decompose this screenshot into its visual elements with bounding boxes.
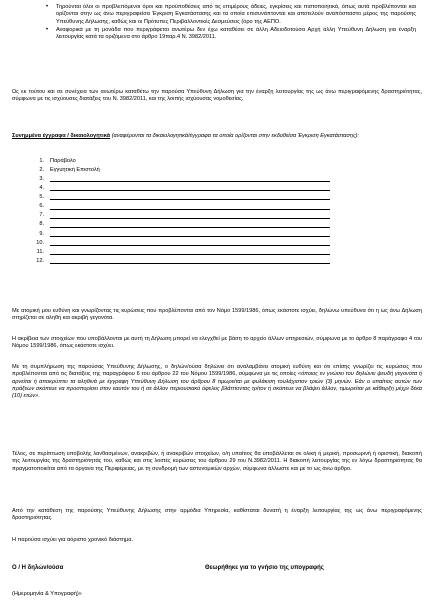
list-item[interactable]: 11. bbox=[30, 247, 330, 256]
attachment-text: Εγγυητική Επιστολή bbox=[50, 166, 100, 173]
list-item[interactable]: 7. bbox=[30, 211, 330, 220]
list-item[interactable]: 8. bbox=[30, 220, 330, 229]
bullet-icon: • bbox=[46, 26, 49, 33]
attachment-blank-line[interactable] bbox=[50, 203, 330, 210]
attachment-blank-line[interactable] bbox=[50, 184, 330, 191]
attachment-blank-line[interactable] bbox=[50, 193, 330, 200]
list-item[interactable]: 6. bbox=[30, 201, 330, 210]
validity-paragraph: Η παρούσα ισχύει για αόριστο χρονικό διάστημα. bbox=[12, 537, 134, 543]
attachments-heading bbox=[12, 133, 422, 140]
attachments-note: (αναφέρονται τα δικαιολογητικά/έγγραφα τα οποία ορίζονται στην εκδοθείσα Έγκριση Εγκατάστασης): bbox=[111, 133, 360, 139]
list-item bbox=[46, 27, 416, 42]
attachment-blank-line[interactable] bbox=[50, 239, 330, 246]
declarant-label: Ο / Η δηλών/ούσα bbox=[12, 565, 64, 571]
verification-paragraph: Η ακρίβεια των στοιχείων που υποβάλλονται με αυτή τη Δήλωση μπορεί να ελεγχθεί με βάση το αρχείο άλλων υπηρεσιών, σύμφωνα με το άρθρο 8 παράγραφο 4 του Νόμου 1599/1986, όπως εκάστοτε ισχύει. bbox=[12, 336, 422, 350]
bullet-icon: • bbox=[46, 4, 49, 10]
attachment-blank-line[interactable] bbox=[50, 257, 330, 264]
list-item[interactable]: 5. bbox=[30, 192, 330, 201]
list-item[interactable]: 4. bbox=[30, 183, 330, 192]
penalties-paragraph: Με τη συμπλήρωση της παρούσας Υπεύθυνης Δήλωσης, ο δηλών/ούσα δηλώνει ότι αναλαμβάνει ατομική ευθύνη και ότι επίσης γνωρίζει τις κυρώσεις που προβλέπονται από τις διατάξεις της παραγράφου 6 του άρθρου 22 του Νόμου 1599/1986, σύμφωνα με τις οποίες «όποιος εν γνώσει του δηλώνει ψευδή γεγονότα ή αρνείται ή αποκρύπτει τα αληθινά με έγγραφη Υπεύθυνη Δήλωση του άρθρου 8 τιμωρείται με φυλάκιση τουλάχιστον τριών (3) μηνών. Εάν ο υπαίτιος αυτών των πράξεων σκόπευε να προσπορίσει στον εαυτόν του ή σε άλλον περιουσιακό όφελος βλάπτοντας τρίτον ή σκόπευε να βλάψει άλλον, τιμωρείται με κάθειρξη μέχρι δέκα (10) ετών». bbox=[12, 364, 422, 400]
attachment-text: Παράβολο bbox=[50, 157, 76, 164]
list-item[interactable]: 9. bbox=[30, 229, 330, 238]
list-item: 2. Εγγυητική Επιστολή bbox=[30, 165, 330, 174]
liability-paragraph: Με ατομική μου ευθύνη και γνωρίζοντας τις κυρώσεις που προβλέπονται από τον Νόμο 1599/1986, όπως εκάστοτε ισχύει, δηλώνω υπεύθυνα ότι η ως άνω Δήλωση στηρίζεται σε αληθή και ακριβή γεγονότα. bbox=[12, 308, 422, 322]
penalties-quote: «όποιος εν γνώσει του δηλώνει ψευδή γεγονότα ή αρνείται ή αποκρύπτει τα αληθινά με έγγραφη Υπεύθυνη Δήλωση του άρθρου 8 τιμωρείται με φυλάκιση τουλάχιστον τριών (3) μηνών. Εάν ο υπαίτιος αυτών των πράξεων σκόπευε να προσπορίσει στον εαυτόν του ή σε άλλον περιουσιακό όφελος βλάπτοντας τρίτον ή σκόπευε να βλάψει άλλον, τιμωρείται με κάθειρξη μέχρι δέκα (10) ετών» bbox=[12, 371, 422, 400]
list-item bbox=[46, 4, 416, 26]
intro-paragraph: Ως εκ τούτου και σε συνέχεια των ανωτέρω καταθέτω την παρούσα Υπεύθυνη Δήλωση για την έναρξη λειτουργίας της ως άνω περιγραφόμενης δραστηριότητας, σύμφωνα με τις ισχύουσες διατάξεις του Ν. 3982/2011, και της λοιπής ισχύουσας νομοθεσίας. bbox=[12, 89, 422, 103]
attachment-blank-line[interactable] bbox=[50, 212, 330, 219]
attachment-blank-line[interactable] bbox=[50, 175, 330, 182]
attachment-blank-line[interactable] bbox=[50, 230, 330, 237]
list-item[interactable]: 10. bbox=[30, 238, 330, 247]
bullet-text: Τηρούνται όλοι οι προβλεπόμενοι όροι και προϋποθέσεις από τις επιμέρους άδειες, εγκρίσεις και πιστοποιητικά, όπως αυτά προβλέπονται και ορίζονται στην ως άνω περιγραφείσα Έγκριση Εγκατάστασης και τα οποία επισυνάπτονται και αποτελούν αναπόσπαστο μέρος της παρούσης Υπεύθυνης Δήλωσης, καθώς και οι Πρότυπες Περιβαλλοντικές Δεσμεύσεις (όρο της ΑΕΠΟ. bbox=[56, 4, 416, 25]
conditions-bullet-list bbox=[46, 4, 416, 42]
list-item[interactable]: 3. bbox=[30, 174, 330, 183]
bullet-text: Αναφορικά με τη μονάδα που περιγράφεται ανωτέρω δεν έχω καταθέσει σε άλλη Αδειοδοτούσα Αρχή άλλη Υπεύθυνη Δήλωση για έναρξη λειτουργίας κατά τα οριζόμενα στο άρθρο 19παρ.4 Ν. 3982/2011. bbox=[56, 26, 416, 41]
attachment-blank-line[interactable] bbox=[50, 221, 330, 228]
date-signature-note: (Ημερομηνία & Υπογραφή)» bbox=[12, 591, 82, 597]
suspension-paragraph: Τέλος, σε περίπτωση υποβολής λανθασμένων, ανακριβών, ή ανακριβών στοιχείων, ο/η υπαίτιος θα υποβάλλεται σε ολική ή μερική, προσωρινή ή οριστική, διακοπή της λειτουργίας της δραστηριότητάς του, καθώς και στις λοιπές κυρώσεις του άρθρου 29 του Ν.3982/2011. Η διακοπή λειτουργίας της εν λόγω δραστηριότητας θα πραγματοποιείται από τα όργανα της Περιφέρειας, με τη συνδρομή των αστυνομικών αρχών, σύμφωνα άλλωστε και με το ως άνω άρθρο. bbox=[12, 451, 422, 472]
authentication-label: Θεωρήθηκε για το γνήσιο της υπογραφής bbox=[205, 565, 324, 571]
attachments-title: Συνημμένα έγγραφα / δικαιολογητικά bbox=[12, 133, 111, 139]
list-item: 1. Παράβολο bbox=[30, 156, 330, 165]
attachments-list bbox=[30, 156, 330, 265]
list-item[interactable]: 12. bbox=[30, 256, 330, 265]
start-operation-paragraph: Από την κατάθεση της παρούσης Υπεύθυνης Δήλωσης στην αρμόδια Υπηρεσία, καθίσταται δυνατή η έναρξη λειτουργίας της ως άνω περιγραφόμενης δραστηριότητας. bbox=[12, 508, 422, 522]
attachment-blank-line[interactable] bbox=[50, 248, 330, 255]
